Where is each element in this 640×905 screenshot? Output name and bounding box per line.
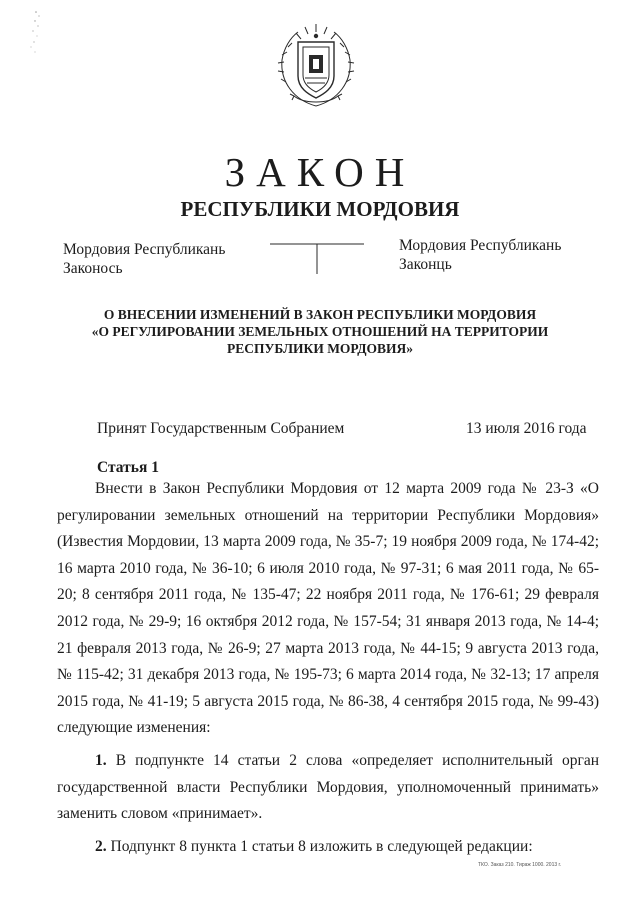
mordovian-title-left-line2: Законось (63, 260, 123, 277)
item-2-number: 2. (95, 837, 107, 855)
body-line: 16 марта 2010 года, № 36-10; 6 июля 2010 года, № 97-31; 6 мая 2011 года, № 65- (57, 559, 599, 577)
body-line: 20; 8 сентября 2011 года, № 135-47; 22 ноября 2011 года, № 176-61; 29 февраля (57, 586, 599, 604)
article-heading: Статья 1 (97, 459, 159, 476)
item-2-text: Подпункт 8 пункта 1 статьи 8 изложить в следующей редакции: (110, 837, 533, 855)
item-1-line: заменить словом «принимает». (57, 805, 263, 823)
body-line: Внести в Закон Республики Мордовия от 12 марта 2009 года № 23-З «О (95, 480, 599, 497)
body-line: следующие изменения: (57, 719, 211, 737)
law-name (0, 306, 640, 357)
mordovian-title-right (399, 236, 561, 274)
body-line: регулировании земельных отношений на территории Республики Мордовия» (57, 506, 599, 524)
law-name-line: О ВНЕСЕНИИ ИЗМЕНЕНИЙ В ЗАКОН РЕСПУБЛИКИ МОРДОВИЯ (103, 307, 537, 322)
body-line: 21 февраля 2013 года, № 26-9; 27 марта 2013 года, № 44-15; 9 августа 2013 года, (57, 639, 599, 657)
mordovian-title-left (63, 240, 225, 278)
document-title: ЗАКОН (224, 149, 416, 195)
body-line: (Известия Мордовии, 13 марта 2009 года, № 35-7; 19 ноября 2009 года, № 174-42; (57, 533, 599, 551)
mordovian-title-right-line2: Законць (399, 256, 452, 273)
mordovian-title-left-line1: Мордовия Республикань (63, 241, 226, 258)
law-name-line: РЕСПУБЛИКИ МОРДОВИЯ» (226, 341, 414, 356)
adopted-by: Принят Государственным Собранием (97, 420, 345, 437)
body-line: 2012 года, № 29-9; 16 октября 2012 года, № 157-54; 31 января 2013 года, № 14-4; (57, 612, 599, 630)
mordovian-title-right-line1: Мордовия Республикань (399, 237, 562, 254)
item-1-line: государственной власти Республики Мордовия, уполномоченный принимать» (57, 778, 599, 796)
article-body (57, 476, 599, 860)
law-name-line: «О РЕГУЛИРОВАНИИ ЗЕМЕЛЬНЫХ ОТНОШЕНИЙ НА ТЕРРИТОРИИ (91, 324, 549, 339)
document-subtitle: РЕСПУБЛИКИ МОРДОВИЯ (180, 197, 460, 221)
print-footer-note: ТКО. Заказ 210. Тираж 1000. 2013 г. (478, 862, 562, 868)
coat-of-arms-emblem (272, 20, 360, 112)
item-1-text: В подпункте 14 статьи 2 слова «определяет исполнительный орган (115, 751, 600, 769)
adoption-date: 13 июля 2016 года (466, 420, 587, 437)
scan-specks (0, 0, 60, 70)
item-2-line (57, 834, 599, 861)
body-line: № 115-42; 31 декабря 2013 года, № 195-73; 6 марта 2014 года, № 32-13; 17 апреля (57, 666, 599, 684)
item-1-line (57, 748, 599, 775)
title-divider (270, 238, 364, 276)
body-line: 2015 года, № 41-19; 5 августа 2015 года, № 86-38, 4 сентября 2015 года, № 99-43) (57, 692, 599, 710)
item-1-number: 1. (95, 751, 107, 769)
